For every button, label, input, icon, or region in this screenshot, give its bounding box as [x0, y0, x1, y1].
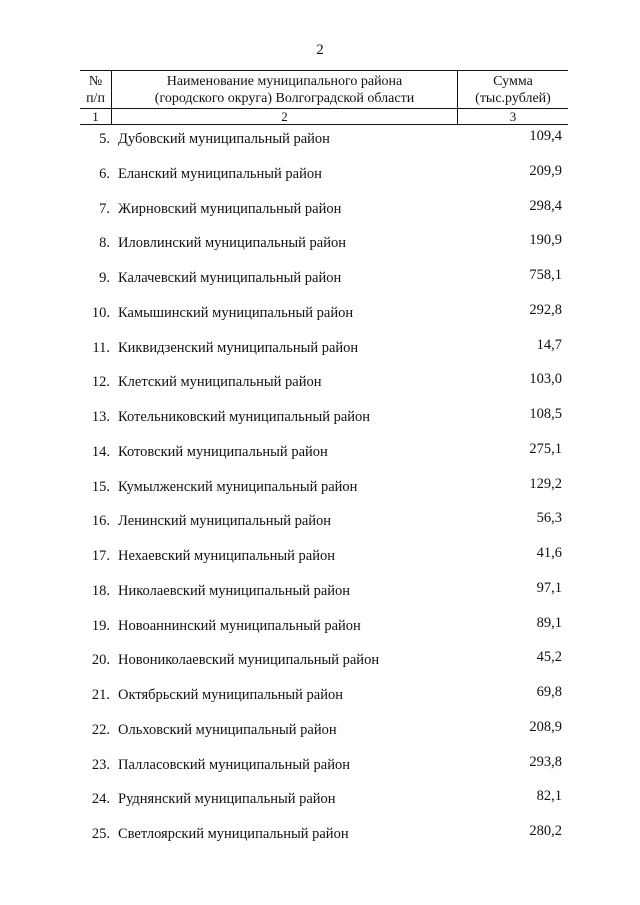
row-number: 24. — [91, 791, 110, 808]
table-row — [80, 754, 568, 789]
sum-value: 56,3 — [536, 510, 562, 527]
district-name: Котовский муниципальный район — [118, 443, 328, 460]
header-sum-line1: Сумма — [493, 73, 533, 89]
table-row — [80, 476, 568, 511]
sum-value: 108,5 — [529, 406, 562, 422]
sum-value: 208,9 — [529, 718, 562, 735]
row-number: 14. — [91, 443, 110, 460]
row-number: 5. — [99, 131, 110, 147]
row-number: 10. — [91, 304, 110, 321]
district-name: Руднянский муниципальный район — [118, 791, 336, 808]
sum-value: 45,2 — [536, 649, 562, 666]
sum-value: 275,1 — [529, 440, 562, 457]
table-row — [80, 198, 568, 233]
row-number: 13. — [91, 409, 110, 425]
table-row — [80, 406, 568, 441]
sum-value: 69,8 — [536, 684, 562, 700]
row-number: 12. — [91, 374, 110, 391]
district-name: Ленинский муниципальный район — [118, 513, 332, 530]
table-row — [80, 580, 568, 615]
district-name: Николаевский муниципальный район — [118, 582, 351, 599]
row-number: 9. — [99, 270, 110, 286]
header-row — [80, 71, 568, 109]
district-name: Камышинский муниципальный район — [118, 304, 354, 321]
district-name: Нехаевский муниципальный район — [118, 548, 336, 564]
row-number: 7. — [99, 200, 110, 217]
header-name-line2: (городского округа) Волгоградской области — [154, 90, 415, 106]
table-row — [80, 788, 568, 823]
sum-value: 209,9 — [529, 162, 562, 179]
page-number: 2 — [316, 42, 324, 58]
table-row — [80, 128, 568, 163]
table-row — [80, 441, 568, 476]
table-header — [80, 70, 568, 125]
row-number: 11. — [92, 339, 110, 356]
sum-value: 293,8 — [529, 753, 562, 770]
district-name: Жирновский муниципальный район — [118, 200, 342, 217]
column-number-3: 3 — [509, 108, 517, 124]
district-name: Киквидзенский муниципальный район — [118, 339, 359, 356]
district-name: Котельниковский муниципальный район — [118, 409, 371, 425]
table-row — [80, 545, 568, 580]
district-name: Дубовский муниципальный район — [118, 131, 330, 147]
column-number-2: 2 — [112, 109, 458, 124]
row-number: 15. — [91, 478, 110, 495]
district-name: Иловлинский муниципальный район — [118, 235, 346, 252]
table-row — [80, 232, 568, 267]
district-name: Светлоярский муниципальный район — [118, 826, 349, 842]
sum-value: 280,2 — [529, 823, 562, 839]
header-number-column — [80, 71, 112, 108]
row-number: 8. — [99, 235, 110, 252]
row-number: 18. — [91, 582, 110, 599]
sum-value: 82,1 — [536, 788, 562, 805]
table-row — [80, 684, 568, 719]
sum-value: 109,4 — [529, 128, 562, 144]
header-sum-column — [458, 71, 568, 108]
sum-value: 298,4 — [529, 197, 562, 214]
row-number: 20. — [91, 652, 110, 669]
header-name-column — [112, 71, 458, 108]
table-row — [80, 337, 568, 372]
district-name: Палласовский муниципальный район — [118, 756, 350, 773]
sum-value: 292,8 — [529, 301, 562, 318]
district-name: Октябрьский муниципальный район — [118, 687, 343, 703]
row-number: 17. — [91, 548, 110, 564]
row-number: 16. — [91, 513, 110, 530]
sum-value: 97,1 — [536, 579, 562, 596]
sum-value: 103,0 — [529, 371, 562, 388]
column-number-row — [80, 109, 568, 125]
column-number-1: 1 — [80, 109, 112, 124]
header-number-line2: п/п — [86, 90, 105, 106]
district-name: Кумылженский муниципальный район — [118, 478, 358, 495]
table-row — [80, 615, 568, 650]
table-row — [80, 163, 568, 198]
district-name: Новониколаевский муниципальный район — [118, 652, 380, 669]
table-row — [80, 267, 568, 302]
district-name: Новоаннинский муниципальный район — [118, 617, 361, 634]
row-number: 6. — [99, 165, 110, 182]
sum-value: 14,7 — [536, 336, 562, 353]
table-body — [80, 128, 568, 858]
row-number: 21. — [91, 687, 110, 703]
district-name: Клетский муниципальный район — [118, 374, 322, 391]
district-name: Калачевский муниципальный район — [118, 270, 342, 286]
sum-value: 89,1 — [536, 614, 562, 631]
header-sum-line2: (тыс.рублей) — [475, 90, 551, 106]
table-row — [80, 823, 568, 858]
table-row — [80, 719, 568, 754]
row-number: 23. — [91, 756, 110, 773]
table-row — [80, 302, 568, 337]
sum-value: 129,2 — [529, 475, 562, 492]
table-row — [80, 371, 568, 406]
header-name-line1: Наименование муниципального района — [166, 73, 403, 89]
sum-value: 190,9 — [529, 232, 562, 249]
district-name: Ольховский муниципальный район — [118, 721, 337, 738]
table-row — [80, 510, 568, 545]
row-number: 22. — [91, 721, 110, 738]
sum-value: 758,1 — [529, 267, 562, 283]
district-name: Еланский муниципальный район — [118, 165, 322, 182]
table-row — [80, 649, 568, 684]
row-number: 25. — [91, 826, 110, 842]
row-number: 19. — [91, 617, 110, 634]
sum-value: 41,6 — [536, 545, 562, 561]
header-number-line1: № — [88, 73, 103, 89]
